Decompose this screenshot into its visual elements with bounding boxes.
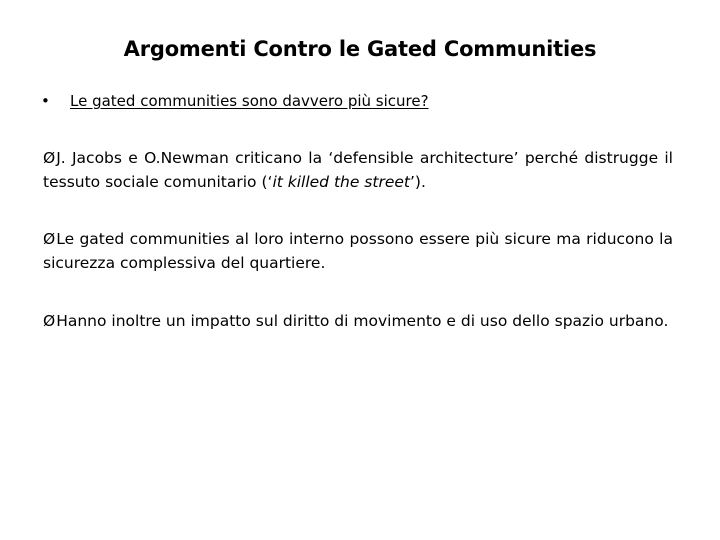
- argument-point-1: [43, 146, 673, 194]
- point-3-text: Hanno inoltre un impatto sul diritto di movimento e di uso dello spazio urbano.: [56, 312, 669, 330]
- arrow-bullet-icon: Ø: [43, 230, 56, 248]
- argument-point-3: [43, 309, 673, 333]
- point-2-text: Le gated communities al loro interno possono essere più sicure ma riducono la sicurezza complessiva del quartiere.: [43, 230, 673, 272]
- argument-point-2: [43, 227, 673, 275]
- arrow-bullet-icon: Ø: [43, 149, 56, 167]
- question-bullet-item: [41, 90, 681, 112]
- point-1-quote: it killed the street: [272, 173, 410, 191]
- arrow-bullet-icon: Ø: [43, 312, 56, 330]
- bullet-marker: •: [41, 92, 50, 110]
- point-1-text-start: J. Jacobs e O.Newman criticano la ‘defensible architecture’ perché distrugge il tessuto sociale comunitario (‘: [43, 149, 673, 191]
- point-1-text-end: ’).: [410, 173, 426, 191]
- question-text: Le gated communities sono davvero più sicure?: [70, 92, 429, 110]
- slide-title: Argomenti Contro le Gated Communities: [123, 37, 597, 61]
